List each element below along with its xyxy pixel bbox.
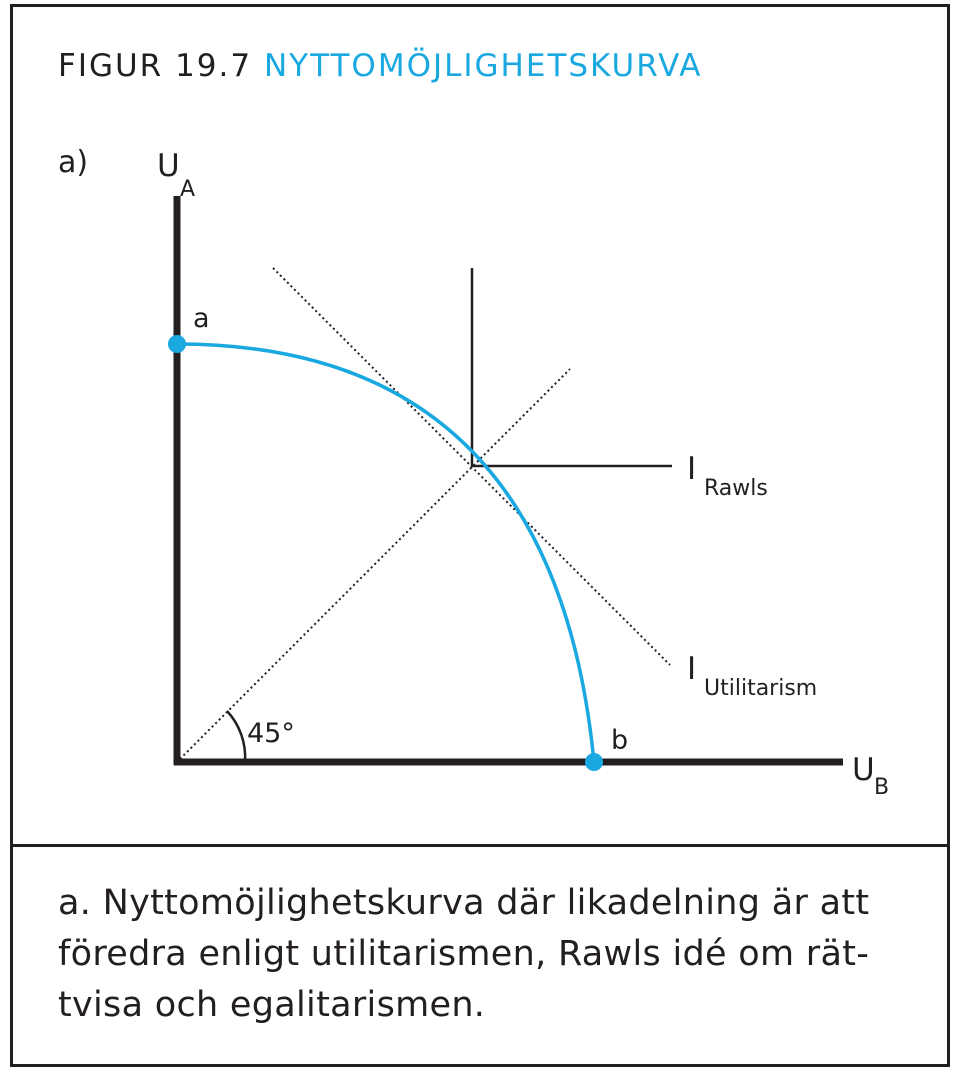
figure-caption: a. Nyttomöjlighetskurva där likadelning är att föredra enligt utilitarismen, Rawls idé om rät-tvisa och egalitarismen.: [58, 883, 870, 1025]
y-axis-label: U: [157, 148, 180, 184]
point-a-marker: [168, 335, 186, 353]
y-axis-label-sub: A: [180, 177, 196, 202]
utilitarianism-label: I: [687, 651, 697, 687]
x-axis-label: U: [852, 752, 875, 788]
angle-arc: [227, 711, 245, 762]
x-axis-label-sub: B: [874, 775, 890, 800]
angle-label: 45°: [247, 718, 295, 749]
panel-label: a): [58, 145, 89, 180]
point-b-marker: [585, 753, 603, 771]
45-degree-line: [180, 369, 570, 759]
utilitarianism-label-sub: Utilitarism: [704, 676, 818, 701]
rawls-label: I: [687, 451, 697, 487]
rawls-label-sub: Rawls: [704, 476, 768, 501]
caption-divider: [10, 844, 950, 847]
figure-number: FIGUR 19.7: [58, 48, 253, 84]
figure-heading: NYTTOMÖJLIGHETSKURVA: [263, 48, 703, 84]
point-a-label: a: [193, 303, 210, 334]
point-b-label: b: [611, 725, 629, 756]
